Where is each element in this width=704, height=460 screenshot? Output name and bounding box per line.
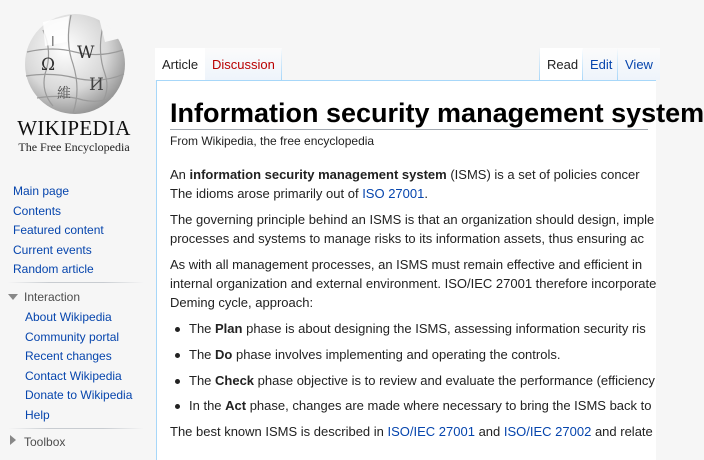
logo-tagline: The Free Encyclopedia [18, 140, 130, 154]
nav-community-portal[interactable]: Community portal [25, 330, 120, 344]
interaction-heading-label: Interaction [24, 290, 81, 304]
text-run: The [189, 373, 216, 388]
glyph-w: W [77, 43, 95, 63]
text-run: . [424, 186, 428, 201]
paragraph-line: The governing principle behind an ISMS is that an organization should design, imple [170, 212, 655, 227]
toolbox-heading-label: Toolbox [24, 435, 66, 449]
bold-term: Act [225, 398, 247, 413]
portal-divider [8, 282, 144, 283]
nav-featured-content[interactable]: Featured content [13, 223, 104, 237]
list-item [189, 321, 646, 337]
puzzle-globe-icon [23, 12, 127, 116]
glyph-wei: 維 [57, 86, 71, 102]
paragraph-line: processes and systems to manage risks to its information assets, thus ensuring ac [170, 231, 644, 246]
paragraph-line: As with all management processes, an ISMS must remain effective and efficient in [170, 257, 643, 272]
glyph-omega: Ω [41, 55, 56, 75]
bold-term: Check [215, 373, 255, 388]
text-run: The best known ISMS is described in [170, 424, 388, 439]
text-run: and [474, 424, 504, 439]
text-run: (ISMS) is a set of policies concer [446, 167, 640, 182]
tab-article[interactable]: Article [155, 48, 205, 80]
text-run: phase is about designing the ISMS, assessing information security ris [242, 321, 646, 336]
nav-main-page[interactable]: Main page [13, 184, 70, 198]
paragraph-line [170, 186, 428, 202]
tab-view-history[interactable]: View [618, 48, 660, 80]
glyph-i: И [89, 75, 104, 95]
site-subtitle: From Wikipedia, the free encyclopedia [170, 134, 375, 148]
paragraph-line [170, 167, 640, 183]
bullet-dot [175, 353, 180, 358]
text-run: phase, changes are made where necessary to bring the ISMS back to [246, 398, 652, 413]
bullet-dot [175, 327, 180, 332]
page-title: Information security management system [170, 98, 704, 128]
wikipedia-logo[interactable] [0, 0, 148, 160]
link-iso-27001[interactable]: ISO 27001 [362, 186, 425, 201]
paragraph-line: internal organization and external environment. ISO/IEC 27001 therefore incorporate [170, 276, 657, 291]
tab-read[interactable]: Read [540, 48, 585, 80]
expanded-triangle-icon [8, 294, 18, 300]
list-item [189, 373, 655, 389]
nav-current-events[interactable]: Current events [13, 243, 92, 257]
logo-wordmark-text: WIKIPEDIA [17, 116, 131, 140]
bold-term: Plan [215, 321, 243, 336]
logo-wordmark [0, 116, 148, 141]
nav-recent-changes[interactable]: Recent changes [25, 349, 112, 363]
nav-donate-to-wikipedia[interactable]: Donate to Wikipedia [25, 388, 133, 402]
heading-rule [170, 129, 648, 130]
tab-divider [281, 48, 282, 80]
text-run: phase involves implementing and operating the controls. [232, 347, 561, 362]
nav-contents[interactable]: Contents [13, 204, 62, 218]
link-iso-iec-27001[interactable]: ISO/IEC 27001 [387, 424, 475, 439]
text-run: The [189, 321, 216, 336]
bold-term: information security management system [189, 167, 447, 182]
paragraph-line [170, 424, 653, 440]
tab-discussion[interactable]: Discussion [205, 48, 282, 80]
nav-contact-wikipedia[interactable]: Contact Wikipedia [25, 369, 122, 383]
text-run: An [170, 167, 190, 182]
text-run: In the [189, 398, 226, 413]
glyph-alef: ا [51, 35, 55, 50]
bold-term: Do [215, 347, 233, 362]
bullet-dot [175, 404, 180, 409]
toolbox-heading[interactable] [8, 435, 65, 449]
text-run: and relate [591, 424, 653, 439]
nav-about-wikipedia[interactable]: About Wikipedia [25, 310, 112, 324]
list-item [189, 347, 560, 363]
text-run: phase objective is to review and evaluate the performance (efficiency [254, 373, 655, 388]
interaction-heading[interactable] [8, 290, 80, 304]
list-item [189, 398, 652, 414]
text-run: The idioms arose primarily out of [170, 186, 363, 201]
link-iso-iec-27002[interactable]: ISO/IEC 27002 [503, 424, 592, 439]
nav-random-article[interactable]: Random article [13, 262, 94, 276]
bullet-dot [175, 379, 180, 384]
portal-divider [8, 428, 144, 429]
sidebar [0, 0, 156, 447]
collapsed-triangle-icon [10, 435, 16, 445]
tab-edit[interactable]: Edit [583, 48, 619, 80]
nav-help[interactable]: Help [25, 408, 50, 422]
text-run: The [189, 347, 216, 362]
paragraph-line: Deming cycle, approach: [170, 295, 314, 310]
